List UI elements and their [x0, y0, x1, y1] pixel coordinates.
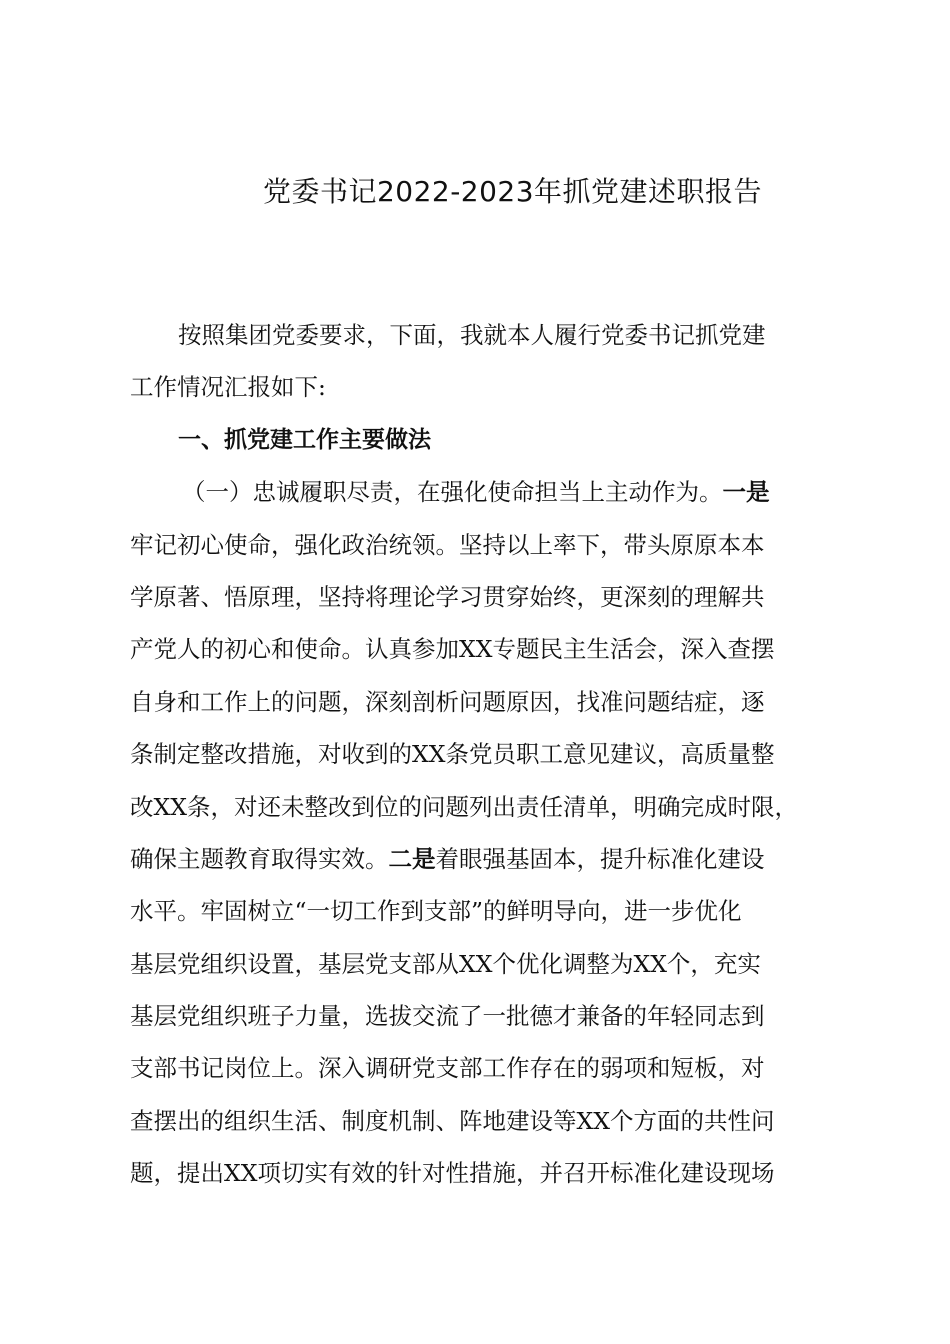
paragraph-line-1: [130, 466, 830, 518]
paragraph-line-10: 基层党组织设置，基层党支部从XX个优化调整为XX个，充实: [130, 949, 761, 978]
paragraph-line-5: 自身和工作上的问题，深刻剖析问题原因，找准问题结症，逐: [130, 687, 765, 716]
subsection-heading: （一）忠诚履职尽责，在强化使命担当上主动作为。: [182, 478, 723, 507]
paragraph-line-13: 查摆出的组织生活、制度机制、阵地建设等XX个方面的共性问: [130, 1106, 775, 1135]
document-title: 党委书记2022-2023年抓党建述职报告: [262, 175, 763, 208]
paragraph-line-8-end: 着眼强基固本，提升标准化建设: [435, 844, 765, 873]
paragraph-line-4: 产党人的初心和使命。认真参加XX专题民主生活会，深入查摆: [130, 635, 775, 664]
section-heading: 一、抓党建工作主要做法: [178, 426, 431, 453]
paragraph-line-6: 条制定整改措施，对收到的XX条党员职工意见建议，高质量整: [130, 740, 775, 769]
paragraph-line-12: 支部书记岗位上。深入调研党支部工作存在的弱项和短板，对: [130, 1054, 765, 1083]
point-marker-first: 一是: [722, 478, 770, 507]
intro-line-1: 按照集团党委要求，下面，我就本人履行党委书记抓党建: [178, 321, 766, 349]
document-body: [130, 309, 830, 1200]
paragraph-line-8: [130, 833, 830, 885]
paragraph-line-9: 水平。牢固树立“一切工作到支部”的鲜明导向，进一步优化: [130, 897, 742, 926]
paragraph-line-3: 学原著、悟原理，坚持将理论学习贯穿始终，更深刻的理解共: [130, 582, 765, 611]
paragraph-line-11: 基层党组织班子力量，选拔交流了一批德才兼备的年轻同志到: [130, 1002, 765, 1031]
paragraph-line-14: 题，提出XX项切实有效的针对性措施，并召开标准化建设现场: [130, 1159, 775, 1188]
paragraph-line-7: 改XX条，对还未整改到位的问题列出责任清单，明确完成时限，: [130, 792, 798, 821]
intro-line-2: 工作情况汇报如下:: [130, 373, 326, 402]
point-marker-second: 二是: [388, 844, 436, 873]
paragraph-line-2: 牢记初心使命，强化政治统领。坚持以上率下，带头原原本本: [130, 530, 765, 559]
paragraph-line-8-start: 确保主题教育取得实效。: [130, 844, 389, 873]
